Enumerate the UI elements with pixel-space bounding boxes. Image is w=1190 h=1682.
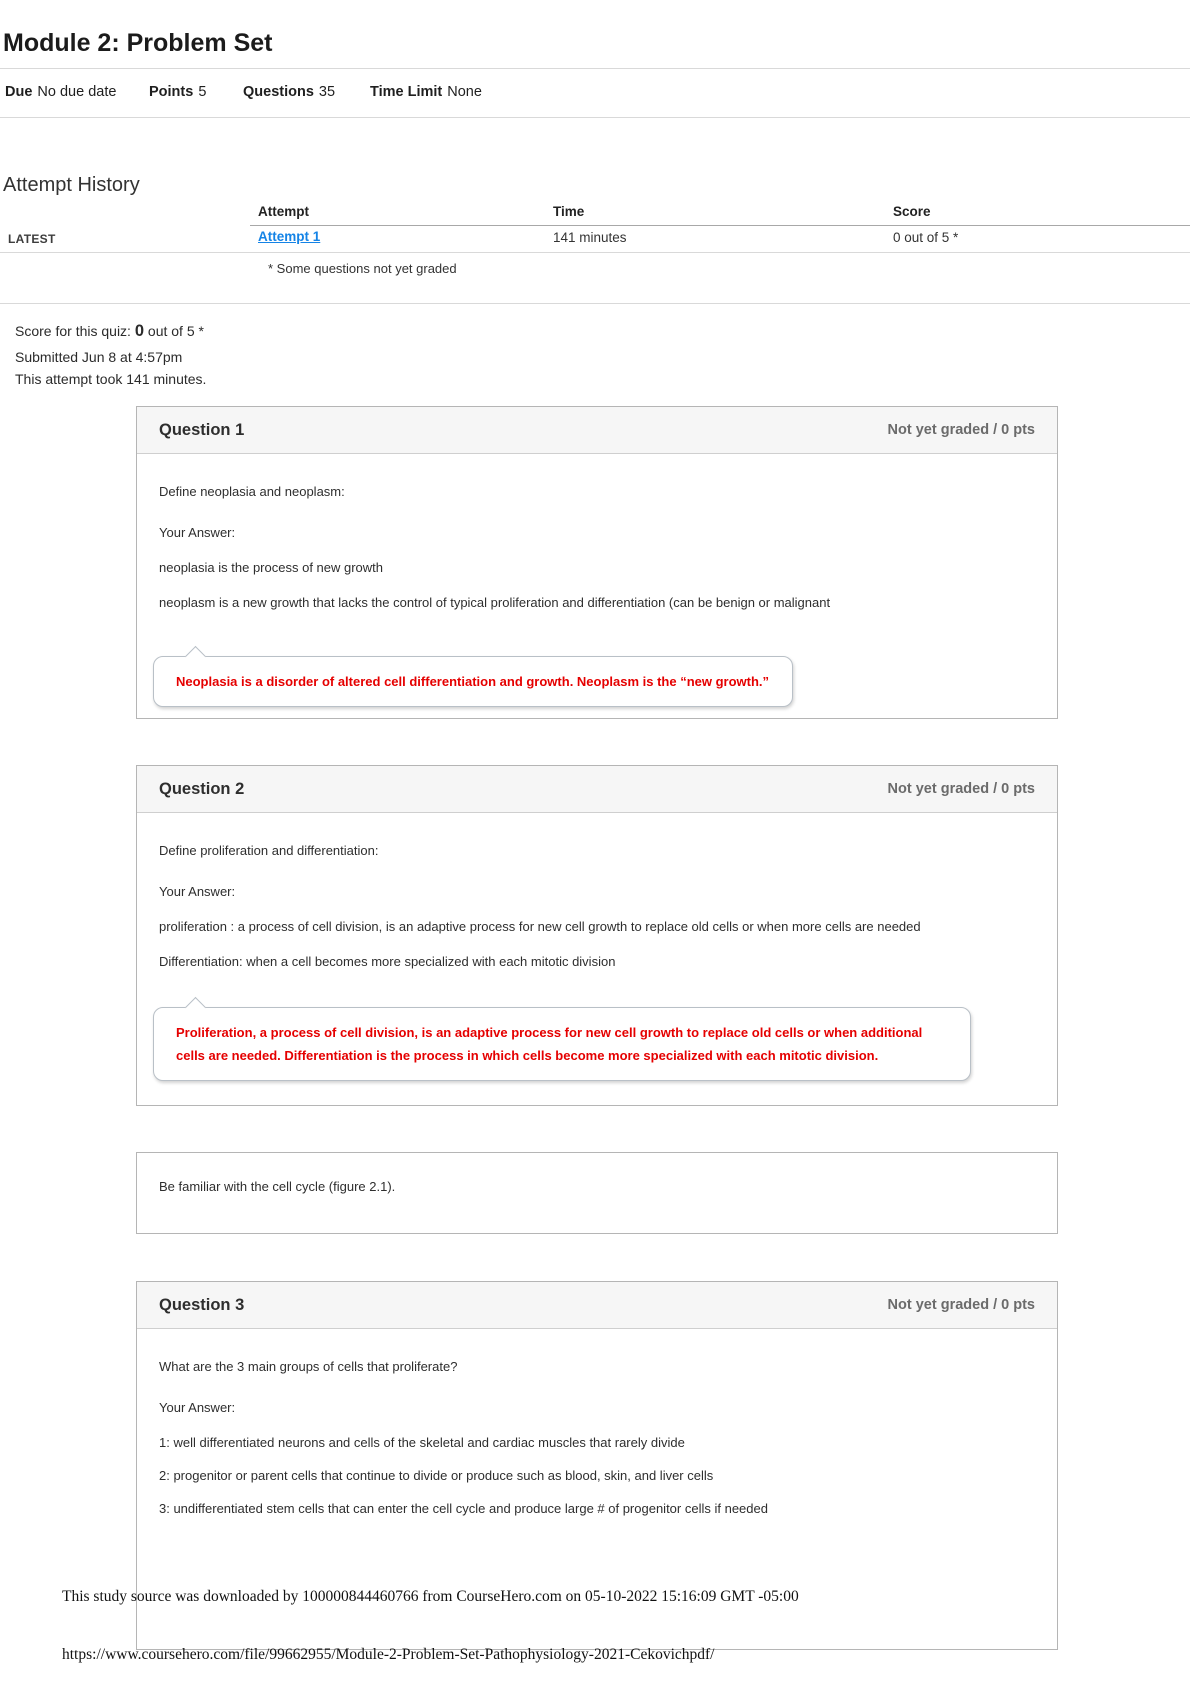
info-box xyxy=(136,1152,1058,1234)
question-2-prompt: Define proliferation and differentiation: xyxy=(159,843,379,858)
feedback-pointer xyxy=(185,997,206,1018)
divider xyxy=(0,117,1190,118)
meta-questions-value: 35 xyxy=(318,84,336,100)
answer-line: 1: well differentiated neurons and cells of the skeletal and cardiac muscles that rarely divide xyxy=(159,1435,685,1450)
question-1-title: Question 1 xyxy=(159,420,245,439)
question-2-box xyxy=(136,765,1058,1106)
divider xyxy=(0,303,1190,304)
feedback-text: cells are needed. Differentiation is the process in which cells become more specialized with each mitotic division. xyxy=(176,1048,879,1063)
question-2-title: Question 2 xyxy=(159,779,245,798)
column-header-attempt: Attempt xyxy=(258,204,309,219)
attempt-time: 141 minutes xyxy=(553,230,627,245)
answer-line: proliferation : a process of cell division, is an adaptive process for new cell growth to replace old cells or when more cells are needed xyxy=(159,919,921,934)
question-1-prompt: Define neoplasia and neoplasm: xyxy=(159,484,345,499)
divider xyxy=(0,68,1190,69)
your-answer-label: Your Answer: xyxy=(159,884,236,899)
grading-note: * Some questions not yet graded xyxy=(268,261,457,276)
coursehero-download-note: This study source was downloaded by 100000844460766 from CourseHero.com on 05-10-2022 15:16:09 GMT -05:00 xyxy=(62,1588,799,1605)
question-1-box xyxy=(136,406,1058,719)
submitted-line: Submitted Jun 8 at 4:57pm xyxy=(15,349,183,365)
meta-due-value: No due date xyxy=(37,84,117,100)
your-answer-label: Your Answer: xyxy=(159,1400,236,1415)
question-3-body xyxy=(137,1329,1057,1540)
answer-line: neoplasm is a new growth that lacks the control of typical proliferation and differentiation (can be benign or malignant xyxy=(159,595,831,610)
meta-time-limit xyxy=(370,84,482,100)
question-2-body xyxy=(137,813,1057,1105)
question-3-prompt: What are the 3 main groups of cells that proliferate? xyxy=(159,1359,458,1374)
feedback-text: Proliferation, a process of cell division, is an adaptive process for new cell growth to replace old cells or when additional xyxy=(176,1025,923,1040)
meta-due xyxy=(5,84,116,100)
latest-row-tag: LATEST xyxy=(8,232,56,246)
meta-questions xyxy=(243,84,335,100)
feedback-pointer xyxy=(185,646,206,667)
meta-due-label: Due xyxy=(5,84,33,100)
instructor-feedback-bubble xyxy=(153,1007,971,1081)
meta-time-limit-value: None xyxy=(447,84,482,100)
question-1-status: Not yet graded / 0 pts xyxy=(887,422,1035,438)
page-title: Module 2: Problem Set xyxy=(3,29,273,57)
score-value: 0 xyxy=(134,322,145,340)
duration-line: This attempt took 141 minutes. xyxy=(15,371,207,387)
attempt-score: 0 out of 5 * xyxy=(893,230,959,245)
score-prefix: Score for this quiz: xyxy=(15,323,131,339)
your-answer-label: Your Answer: xyxy=(159,525,236,540)
meta-points xyxy=(149,84,206,100)
info-box-text: Be familiar with the cell cycle (figure 2.1). xyxy=(159,1179,396,1194)
attempt-1-link[interactable]: Attempt 1 xyxy=(258,229,321,244)
attempt-history-heading: Attempt History xyxy=(3,174,140,196)
meta-points-label: Points xyxy=(149,84,194,100)
question-1-body xyxy=(137,454,1057,731)
answer-line: 3: undifferentiated stem cells that can enter the cell cycle and produce large # of progenitor cells if needed xyxy=(159,1501,768,1516)
question-3-title: Question 3 xyxy=(159,1295,245,1314)
feedback-text: Neoplasia is a disorder of altered cell differentiation and growth. Neoplasm is the “new growth.” xyxy=(176,674,770,689)
question-3-status: Not yet graded / 0 pts xyxy=(887,1297,1035,1313)
score-suffix: out of 5 * xyxy=(147,323,204,339)
attempt-row xyxy=(258,229,320,244)
meta-points-value: 5 xyxy=(198,84,207,100)
table-row-rule xyxy=(0,252,1190,253)
info-box-body xyxy=(137,1153,1057,1218)
question-2-header xyxy=(137,766,1057,813)
answer-line: 2: progenitor or parent cells that continue to divide or produce such as blood, skin, and liver cells xyxy=(159,1468,714,1483)
column-header-score: Score xyxy=(893,204,931,219)
question-3-header xyxy=(137,1282,1057,1329)
answer-line: neoplasia is the process of new growth xyxy=(159,560,384,575)
answer-line: Differentiation: when a cell becomes more specialized with each mitotic division xyxy=(159,954,616,969)
question-1-header xyxy=(137,407,1057,454)
table-header-rule xyxy=(250,225,1190,226)
column-header-time: Time xyxy=(553,204,585,219)
meta-questions-label: Questions xyxy=(243,84,314,100)
quiz-score-line xyxy=(15,322,204,341)
meta-time-limit-label: Time Limit xyxy=(370,84,443,100)
question-2-status: Not yet graded / 0 pts xyxy=(887,781,1035,797)
instructor-feedback-bubble xyxy=(153,656,793,707)
coursehero-url: https://www.coursehero.com/file/99662955/Module-2-Problem-Set-Pathophysiology-2021-Cekovichpdf/ xyxy=(62,1646,715,1663)
